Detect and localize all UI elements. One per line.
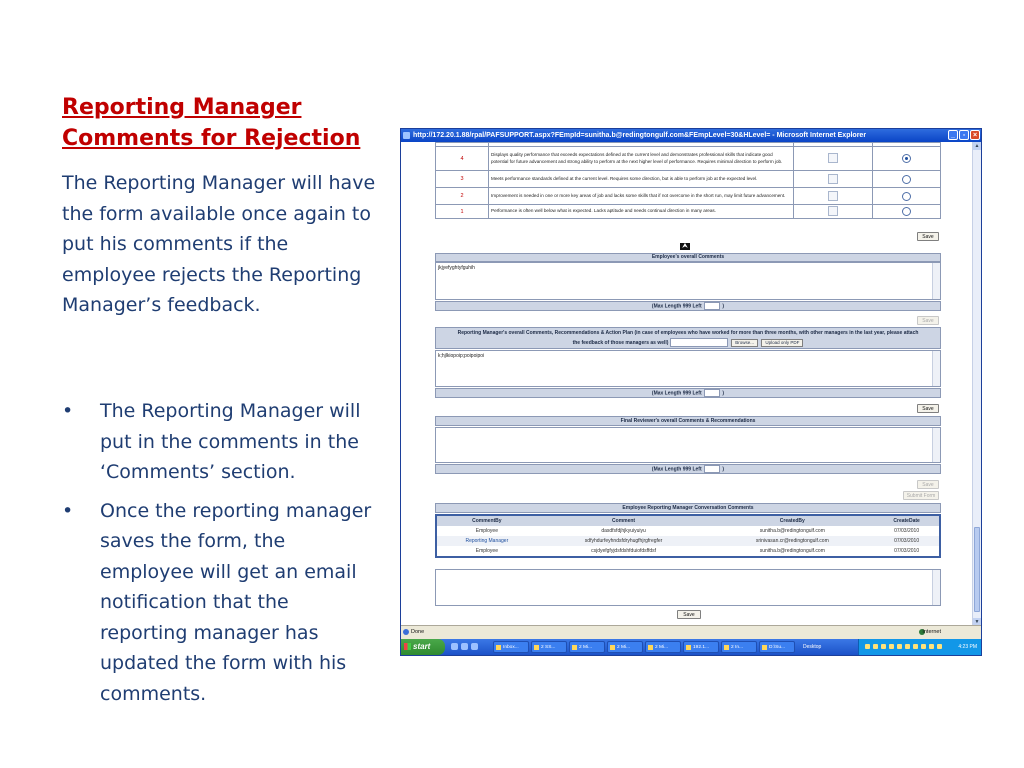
created-by: sunitha.b@redingtongulf.com (759, 548, 825, 554)
table-row (437, 536, 939, 546)
rm-comments-textarea[interactable] (435, 350, 941, 387)
taskbar-item[interactable]: 2 Mi... (607, 641, 643, 653)
taskbar-item[interactable]: D:\Su... (759, 641, 795, 653)
bullet-dot: • (62, 400, 74, 422)
created-by: sunitha.b@redingtongulf.com (759, 528, 825, 534)
rating-description: Improvement is needed in one or more key areas of job and lacks some skills that if not overcome in the short run, may limit future advancement. (489, 188, 794, 205)
tray-icon[interactable] (929, 644, 934, 649)
create-date: 07/03/2010 (894, 548, 920, 554)
rm-comments-header (435, 327, 941, 349)
rating-radio[interactable] (902, 207, 911, 216)
table-row (437, 526, 939, 536)
mail-icon (496, 645, 501, 650)
taskbar-item[interactable]: 2 In... (721, 641, 757, 653)
bullet-item (62, 396, 382, 488)
bullet-item (62, 496, 382, 710)
final-max-length (435, 464, 941, 474)
create-date: 07/03/2010 (874, 536, 939, 546)
created-by: srinivasan.cr@redingtongulf.com (710, 536, 874, 546)
rating-checkbox[interactable] (828, 174, 838, 184)
comment-by: Employee (475, 548, 498, 554)
conversation-table-wrap (435, 514, 941, 558)
save-button-disabled[interactable]: Save (917, 316, 939, 325)
max-length-label: (Max Length 999 Left (651, 303, 702, 310)
upload-pdf-button[interactable]: Upload only PDF (761, 339, 803, 347)
rm-header-line2: the feedback of those managers as well) (572, 340, 669, 346)
browser-titlebar (401, 129, 981, 142)
scroll-up-icon[interactable]: ▲ (974, 143, 980, 149)
quicklaunch-icon[interactable] (471, 643, 478, 650)
system-tray (858, 639, 981, 655)
rm-max-length (435, 388, 941, 398)
rm-comments-value: k;hjlkiopoip;poipoipoi (438, 353, 485, 359)
rm-header-line1: Reporting Manager's overall Comments, Recommendations & Action Plan (in case of employees who have worked for more than three months, with other managers in the last year, please attach (457, 330, 919, 336)
save-button[interactable]: Save (917, 404, 939, 413)
window-controls (948, 130, 980, 140)
folder-icon (762, 645, 767, 650)
max-length-counter (704, 465, 720, 473)
desktop-toolbar[interactable]: Desktop (803, 644, 822, 650)
rating-description: Displays quality performance that exceeds expectations defined at the current level and demonstrates professional skills that indicate good potential for future advancement and strong ability to perform at the next higher level of performance. Requires minimal direction to perform job. (489, 147, 794, 171)
max-length-suffix: ) (722, 303, 725, 310)
employee-comments-value: jkjyefyghtyfguhih (438, 265, 475, 271)
comment-text: dasdfsfdjhjkyuiyuiyu (601, 528, 646, 534)
textarea-scrollbar[interactable] (932, 263, 940, 299)
status-bar (401, 625, 981, 639)
rating-table (435, 142, 941, 219)
comment-text: sdfyhdurfeyhndsfdryhugfhjrgfregfer (537, 536, 711, 546)
rating-checkbox[interactable] (828, 206, 838, 216)
collapse-icon[interactable]: ⮝ (680, 243, 690, 250)
employee-max-length (435, 301, 941, 311)
rating-radio[interactable] (902, 192, 911, 201)
taskbar-item[interactable]: 2 Mi... (569, 641, 605, 653)
rating-number: 1 (436, 205, 489, 219)
slide-title (62, 92, 362, 154)
column-header: Comment (537, 516, 711, 526)
column-header: CommentBy (437, 516, 537, 526)
page-scrollbar[interactable] (972, 142, 981, 626)
rating-description: Performance is often well below what is expected. Lacks aptitude and needs continual direction in many areas. (489, 205, 794, 219)
column-header: CreatedBy (710, 516, 874, 526)
bullet-list (62, 396, 382, 717)
taskbar-item[interactable]: 2 Mi... (645, 641, 681, 653)
rating-number: 3 (436, 171, 489, 188)
rating-row (436, 188, 941, 205)
save-button-disabled[interactable]: Save (917, 480, 939, 489)
conversation-table (437, 516, 939, 556)
tray-icon[interactable] (937, 644, 942, 649)
quicklaunch-icon[interactable] (451, 643, 458, 650)
tray-icon[interactable] (913, 644, 918, 649)
rating-radio[interactable] (902, 154, 911, 163)
tray-icon[interactable] (881, 644, 886, 649)
max-length-suffix: ) (722, 390, 725, 397)
tray-icon[interactable] (897, 644, 902, 649)
max-length-suffix: ) (722, 466, 725, 473)
textarea-scrollbar[interactable] (932, 351, 940, 386)
rating-checkbox[interactable] (828, 191, 838, 201)
employee-comments-textarea[interactable] (435, 262, 941, 300)
page-viewport (401, 142, 973, 626)
browse-button[interactable]: Browse... (731, 339, 758, 347)
close-icon[interactable]: × (970, 130, 980, 140)
taskbar (401, 639, 981, 655)
clock[interactable]: 4:23 PM (958, 644, 977, 650)
column-header: CreateDate (874, 516, 939, 526)
window-icon (610, 645, 615, 650)
max-length-counter (704, 389, 720, 397)
tray-icon[interactable] (889, 644, 894, 649)
window-icon (572, 645, 577, 650)
taskbar-item[interactable]: 2 SS... (531, 641, 567, 653)
rating-description: Meets performance standards defined at the current level. Requires some direction, but is able to perform job at the expected level. (489, 171, 794, 188)
max-length-counter (704, 302, 720, 310)
tray-icon[interactable] (921, 644, 926, 649)
bullet-text: The Reporting Manager will put in the comments in the ‘Comments’ section. (100, 400, 361, 483)
taskbar-item[interactable]: Inbox... (493, 641, 529, 653)
rating-row (436, 171, 941, 188)
rating-checkbox[interactable] (828, 153, 838, 163)
rating-radio[interactable] (902, 175, 911, 184)
maximize-icon[interactable]: ▫ (959, 130, 969, 140)
browser-title: http://172.20.1.88/rpal/PAFSUPPORT.aspx?FEmpId=sunitha.b@redingtongulf.com&FEmpLevel=30&HLevel= - Microsoft Internet Explorer (413, 132, 867, 139)
slide-title-line1: Reporting Manager (62, 95, 302, 120)
max-length-label: (Max Length 999 Left (651, 390, 702, 397)
taskbar-item[interactable]: 192.1... (683, 641, 719, 653)
comment-by: Employee (475, 528, 498, 534)
conversation-header: Employee Reporting Manager Conversation Comments (435, 503, 941, 513)
file-path-input[interactable] (670, 338, 728, 347)
window-icon (534, 645, 539, 650)
table-row (437, 546, 939, 556)
save-button[interactable]: Save (677, 610, 701, 619)
scroll-down-icon[interactable]: ▼ (974, 619, 980, 625)
windows-flag-icon (404, 643, 411, 650)
security-zone: Internet (922, 629, 941, 635)
final-reviewer-textarea[interactable] (435, 427, 941, 463)
comment-by: Reporting Manager (437, 536, 537, 546)
quicklaunch-icon[interactable] (461, 643, 468, 650)
browser-window (400, 128, 982, 656)
intro-paragraph: The Reporting Manager will have the form available once again to put his comments if the employee rejects the Reporting Manager’s feedback. (62, 172, 376, 316)
create-date: 07/03/2010 (894, 528, 920, 534)
rating-number: 4 (436, 147, 489, 171)
rating-row (436, 147, 941, 171)
start-button[interactable] (401, 639, 445, 655)
conversation-header-row (437, 516, 939, 526)
status-text: Done (411, 629, 425, 635)
window-icon (686, 645, 691, 650)
final-reviewer-header: Final Reviewer's overall Comments & Recommendations (435, 416, 941, 426)
tray-icon[interactable] (873, 644, 878, 649)
bullet-dot: • (62, 499, 74, 522)
tray-icon[interactable] (865, 644, 870, 649)
textarea-scrollbar[interactable] (932, 570, 940, 605)
scroll-thumb[interactable] (974, 527, 980, 612)
comment-text: csjdyefgfyjdsfdshfduiofdsffdsf (591, 548, 657, 554)
slide-title-line2: Comments for Rejection (62, 126, 361, 151)
ie-icon (403, 132, 410, 139)
employee-comments-header: Employee's overall Comments (435, 253, 941, 262)
submit-form-button[interactable]: Submit Form (903, 491, 939, 500)
page-icon (403, 629, 409, 635)
conversation-reply-textarea[interactable] (435, 569, 941, 606)
bullet-text: Once the reporting manager saves the form, the employee will get an email notification that the reporting manager has updated the form with his comments. (100, 499, 372, 705)
start-label: start (413, 642, 431, 651)
window-icon (724, 645, 729, 650)
window-icon (648, 645, 653, 650)
textarea-scrollbar[interactable] (932, 428, 940, 462)
rating-row (436, 205, 941, 219)
max-length-label: (Max Length 999 Left (651, 466, 702, 473)
tray-icon[interactable] (905, 644, 910, 649)
rating-number: 2 (436, 188, 489, 205)
minimize-icon[interactable]: _ (948, 130, 958, 140)
save-button[interactable]: Save (917, 232, 939, 241)
